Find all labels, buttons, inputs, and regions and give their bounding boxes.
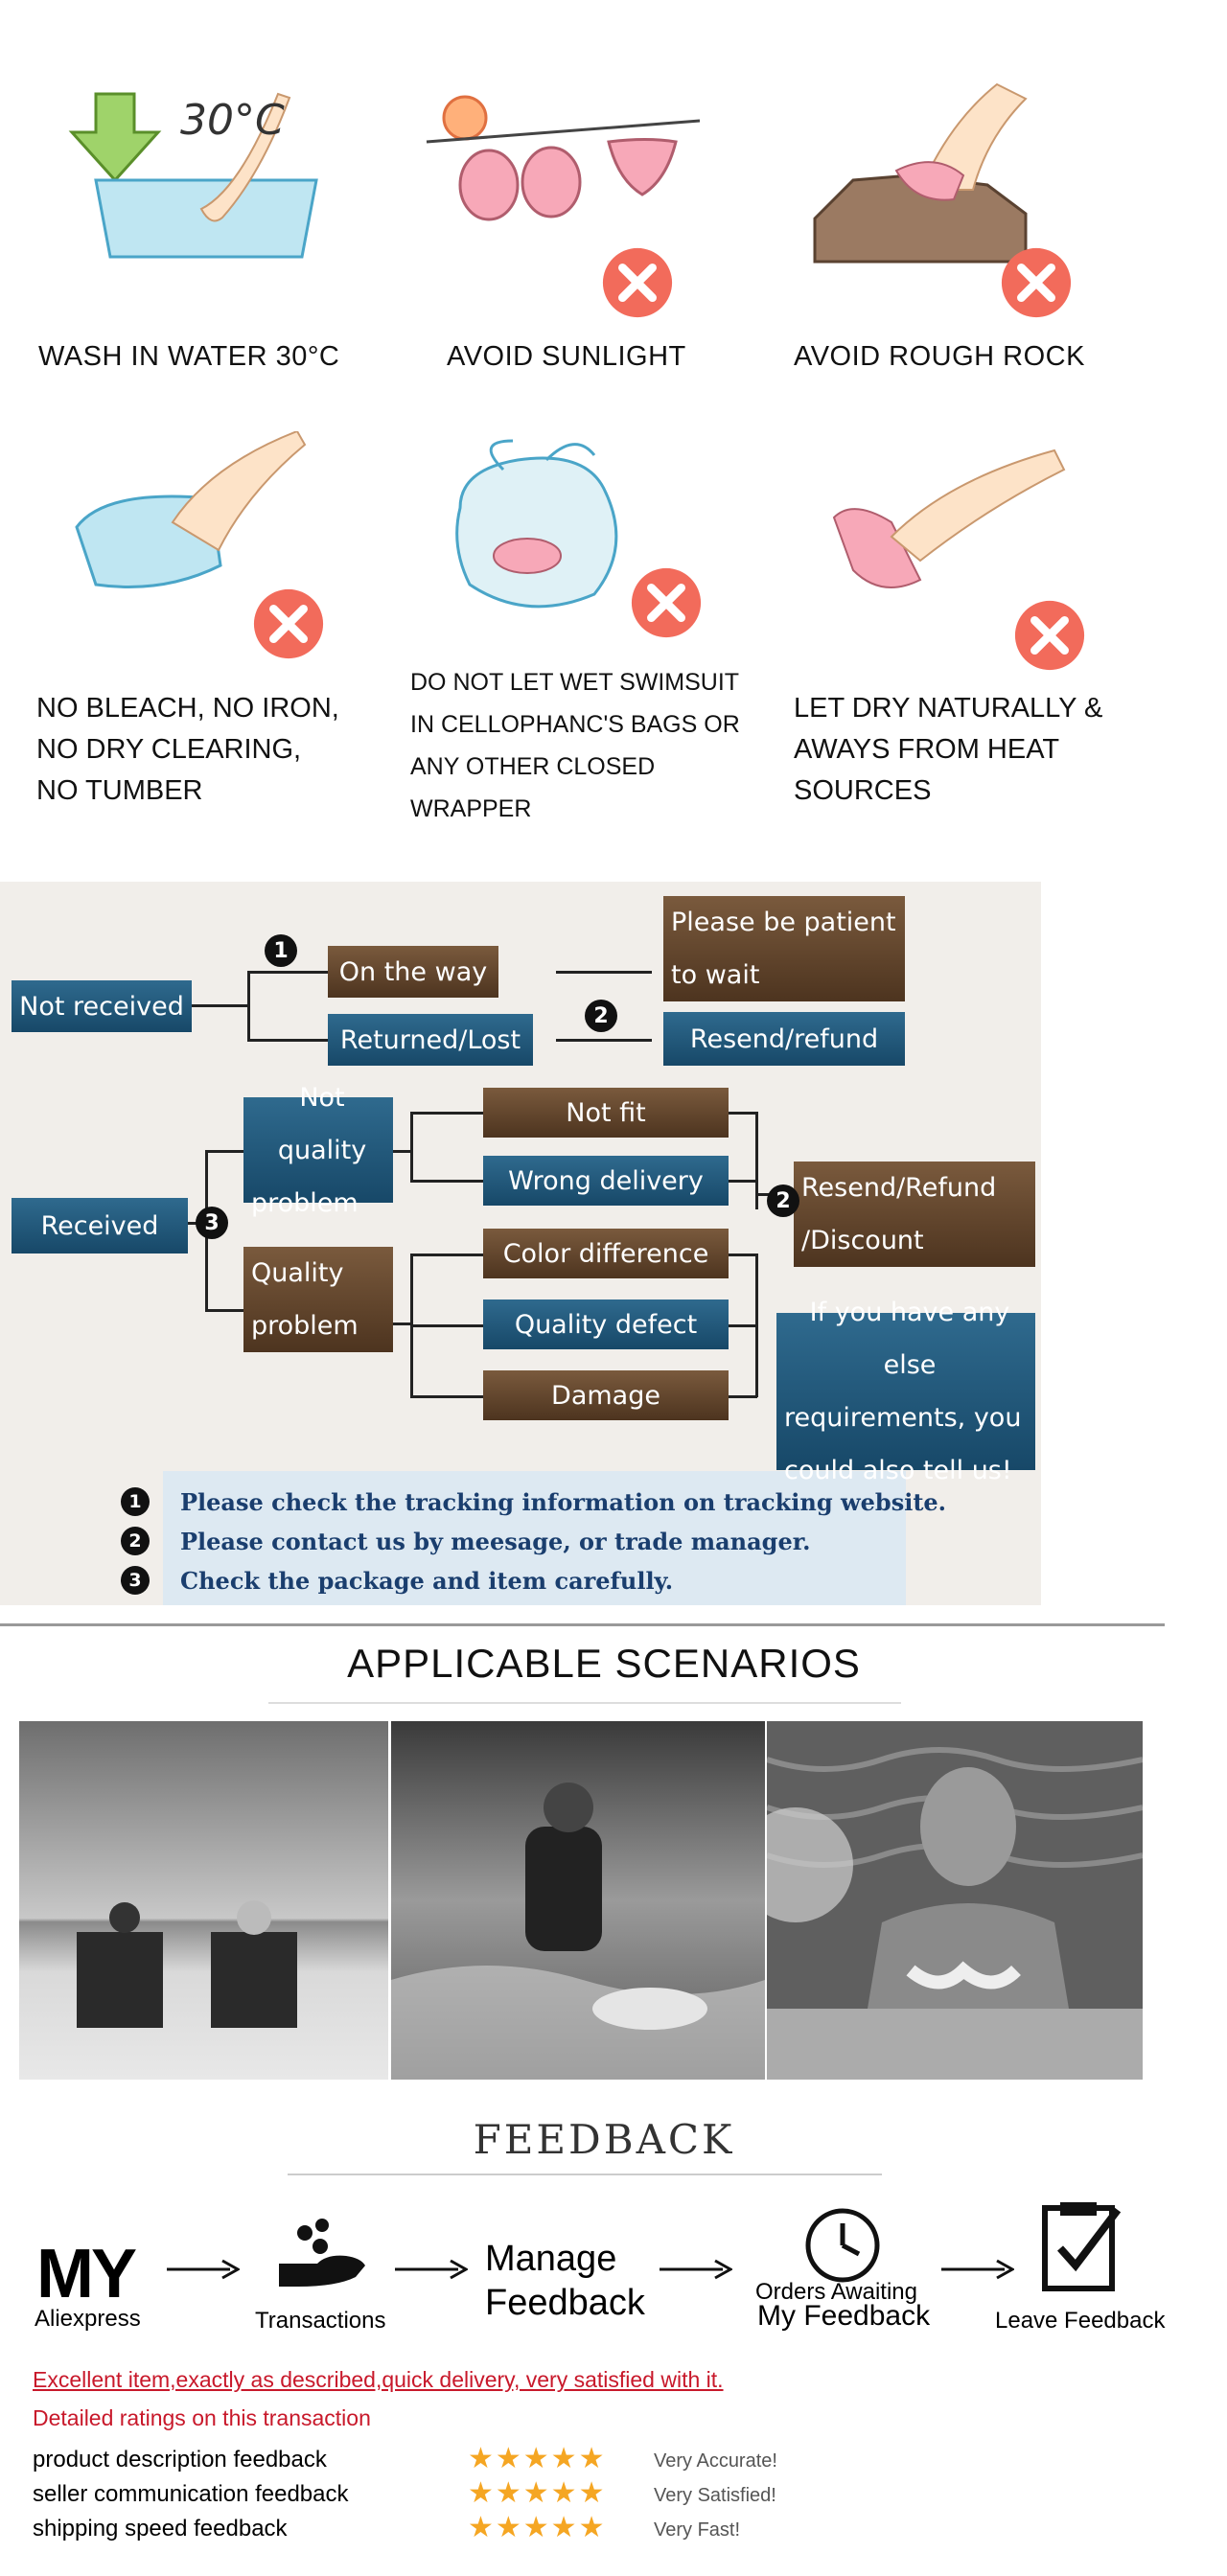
connector-line <box>556 971 652 974</box>
arrow-right-icon <box>658 2258 732 2281</box>
flow-quality-problem: Quality problem <box>243 1247 393 1352</box>
connector-line <box>410 1324 483 1327</box>
flow-not-received: Not received <box>12 980 192 1032</box>
connector-line <box>410 1395 483 1398</box>
note-num-2: 2 <box>121 1527 150 1555</box>
step-marker-2: 2 <box>767 1184 799 1217</box>
connector-line <box>729 1254 757 1256</box>
rating-stars: ★★★★★ <box>468 2477 607 2509</box>
prohibited-icon <box>251 586 326 661</box>
flow-received: Received <box>12 1198 188 1254</box>
leave-feedback-text: Leave Feedback <box>995 2308 1166 2334</box>
transactions-text: Transactions <box>255 2308 386 2334</box>
arrow-right-icon <box>165 2258 240 2281</box>
prohibited-icon <box>629 565 704 640</box>
scenarios-title: APPLICABLE SCENARIOS <box>347 1641 861 1686</box>
connector-line <box>192 1004 249 1007</box>
flow-please-be-patient: Please be patient to wait <box>663 896 905 1001</box>
step-marker-1: 1 <box>265 934 297 967</box>
care-label-sunlight: AVOID SUNLIGHT <box>447 341 686 372</box>
manage-feedback-text: Feedback <box>485 2283 645 2323</box>
flow-not-fit: Not fit <box>483 1088 729 1138</box>
connector-line <box>393 1150 412 1153</box>
rating-label: shipping speed feedback <box>33 2516 288 2542</box>
flow-any-else-requirements: If you have any else requirements, you could also tell us! <box>776 1313 1035 1470</box>
connector-line <box>247 1039 328 1042</box>
feedback-title: FEEDBACK <box>473 2116 735 2163</box>
connector-line <box>410 1254 483 1256</box>
prohibited-icon <box>999 245 1074 320</box>
care-text-heat: LET DRY NATURALLY & AWAYS FROM HEAT SOURCES <box>794 693 1103 806</box>
flow-resend-refund-discount: Resend/Refund /Discount <box>794 1162 1035 1267</box>
step-marker-2: 2 <box>585 1000 617 1032</box>
flow-not-quality-problem: Not quality problem <box>243 1097 393 1203</box>
connector-line <box>247 971 250 1041</box>
rough-rock-icon <box>805 75 1093 266</box>
rating-label: seller communication feedback <box>33 2481 349 2507</box>
connector-line <box>247 971 328 974</box>
care-label-wash: WASH IN WATER 30°C <box>38 341 340 372</box>
rating-note: Very Fast! <box>654 2519 741 2541</box>
beach-chairs-photo <box>19 1721 388 2080</box>
rating-stars: ★★★★★ <box>468 2443 607 2474</box>
review-text: Excellent item,exactly as described,quick delivery, very satisfied with it. <box>33 2367 724 2392</box>
clock-icon <box>803 2206 882 2285</box>
connector-line <box>410 1180 483 1183</box>
pool-woman-photo <box>767 1721 1143 2080</box>
rating-label: product description feedback <box>33 2447 327 2472</box>
flow-returned-lost: Returned/Lost <box>328 1014 533 1066</box>
flow-damage: Damage <box>483 1370 729 1420</box>
title-underline <box>268 1702 901 1704</box>
rating-stars: ★★★★★ <box>468 2512 607 2543</box>
note-num-3: 3 <box>121 1566 150 1595</box>
clothesline-sun-icon <box>422 75 709 266</box>
rating-note: Very Satisfied! <box>654 2485 776 2506</box>
connector-line <box>205 1150 243 1153</box>
connector-line <box>393 1322 412 1325</box>
connector-line <box>729 1324 757 1327</box>
step-marker-3: 3 <box>196 1207 228 1239</box>
wash-basin-icon <box>58 75 345 266</box>
arrow-right-icon <box>939 2258 1014 2281</box>
note-num-1: 1 <box>121 1487 150 1516</box>
note-2: Please contact us by meesage, or trade manager. <box>180 1528 811 1555</box>
surf-woman-photo <box>391 1721 765 2080</box>
orders-awaiting-text: Orders Awaiting <box>755 2279 917 2305</box>
flow-wrong-delivery: Wrong delivery <box>483 1156 729 1206</box>
section-divider <box>0 1623 1165 1626</box>
connector-line <box>729 1112 757 1115</box>
flow-resend-refund: Resend/refund <box>663 1012 905 1066</box>
connector-line <box>205 1309 243 1312</box>
connector-line <box>556 1039 652 1042</box>
care-label-rock: AVOID ROUGH ROCK <box>794 341 1085 372</box>
care-text-bag: DO NOT LET WET SWIMSUIT IN CELLOPHANC'S BAGS OR ANY OTHER CLOSED WRAPPER <box>410 669 740 822</box>
manage-text: Manage <box>485 2239 617 2279</box>
flow-color-difference: Color difference <box>483 1229 729 1278</box>
connector-line <box>729 1180 757 1183</box>
care-text-no-bleach: NO BLEACH, NO IRON, NO DRY CLEARING, NO TUMBER <box>36 693 339 806</box>
prohibited-icon <box>600 245 675 320</box>
note-1: Please check the tracking information on tracking website. <box>180 1488 947 1516</box>
my-feedback-text: My Feedback <box>757 2300 931 2332</box>
temperature-text: 30°C <box>180 96 285 145</box>
aliexpress-text: Aliexpress <box>35 2306 141 2332</box>
connector-line <box>729 1395 757 1398</box>
title-underline <box>288 2174 882 2175</box>
clipboard-check-icon <box>1039 2200 1125 2292</box>
arrow-right-icon <box>393 2258 468 2281</box>
connector-line <box>410 1112 483 1115</box>
flow-quality-defect: Quality defect <box>483 1300 729 1349</box>
flow-on-the-way: On the way <box>328 946 498 998</box>
my-text: MY <box>36 2236 134 2312</box>
connector-line <box>410 1112 413 1181</box>
detailed-ratings-heading: Detailed ratings on this transaction <box>33 2405 371 2430</box>
heat-dry-icon <box>805 431 1093 623</box>
note-3: Check the package and item carefully. <box>180 1567 674 1595</box>
rating-note: Very Accurate! <box>654 2450 777 2472</box>
prohibited-icon <box>1012 598 1087 673</box>
hand-money-icon <box>274 2216 370 2290</box>
